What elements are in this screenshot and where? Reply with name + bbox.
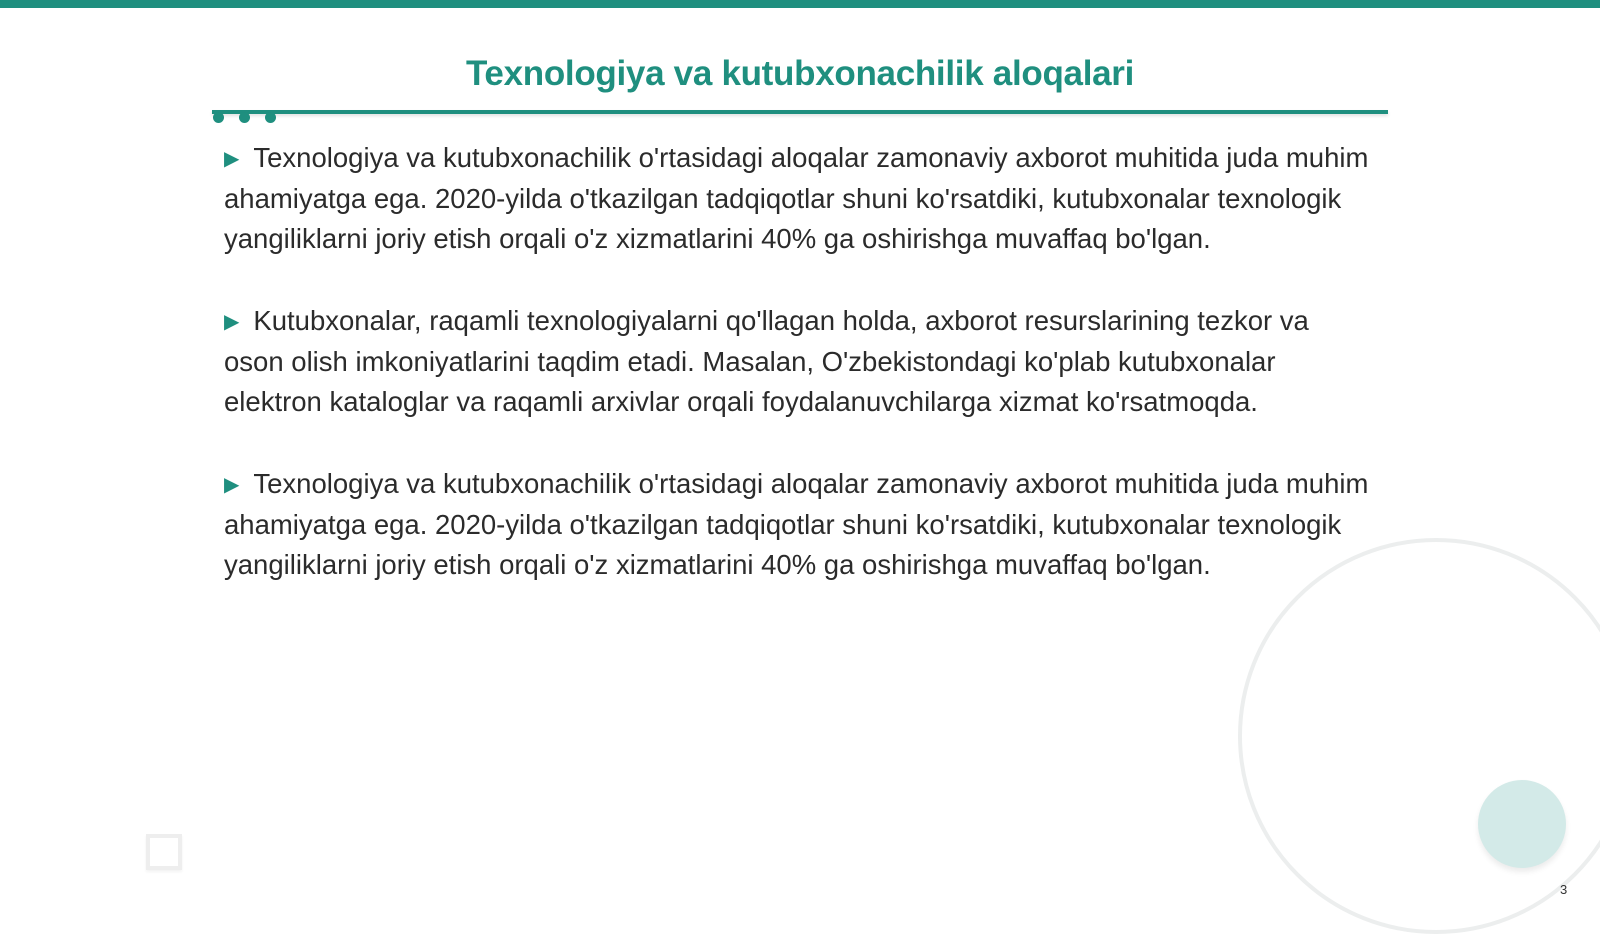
bullet-text: Kutubxonalar, raqamli texnologiyalarni qo'llagan holda, axborot resurslarining tezkor va oson olish imkoniyatlarini taqdim etadi. Masalan, O'zbekistondagi ko'plab kutubxonalar elektron kataloglar va raqamli arxivlar orqali foydalanuvchilarga xizmat ko'rsatmoqda. xyxy=(224,305,1309,417)
top-accent-bar xyxy=(0,0,1600,8)
page-number: 3 xyxy=(1560,882,1568,897)
triangle-right-icon: ▶ xyxy=(224,148,240,170)
slide-content xyxy=(224,138,1374,627)
bullet-item xyxy=(224,301,1374,422)
triangle-right-icon: ▶ xyxy=(224,474,240,496)
slide-title: Texnologiya va kutubxonachilik aloqalari xyxy=(465,54,1135,93)
bullet-item xyxy=(224,138,1374,259)
decorative-dot xyxy=(239,112,250,123)
bullet-text: Texnologiya va kutubxonachilik o'rtasidagi aloqalar zamonaviy axborot muhitida juda muhim ahamiyatga ega. 2020-yilda o'tkazilgan tadqiqotlar shuni ko'rsatdiki, kutubxonalar texnologik yangiliklarni joriy etish orqali o'z xizmatlarini 40% ga oshirishga muvaffaq bo'lgan. xyxy=(224,468,1369,580)
decorative-circle-filled xyxy=(1478,780,1566,868)
bullet-text: Texnologiya va kutubxonachilik o'rtasidagi aloqalar zamonaviy axborot muhitida juda muhim ahamiyatga ega. 2020-yilda o'tkazilgan tadqiqotlar shuni ko'rsatdiki, kutubxonalar texnologik yangiliklarni joriy etish orqali o'z xizmatlarini 40% ga oshirishga muvaffaq bo'lgan. xyxy=(224,142,1369,254)
title-underline xyxy=(212,110,1388,114)
decorative-dot xyxy=(265,112,276,123)
decorative-dot xyxy=(213,112,224,123)
decorative-square xyxy=(146,834,182,870)
bullet-item xyxy=(224,464,1374,585)
triangle-right-icon: ▶ xyxy=(224,311,240,333)
